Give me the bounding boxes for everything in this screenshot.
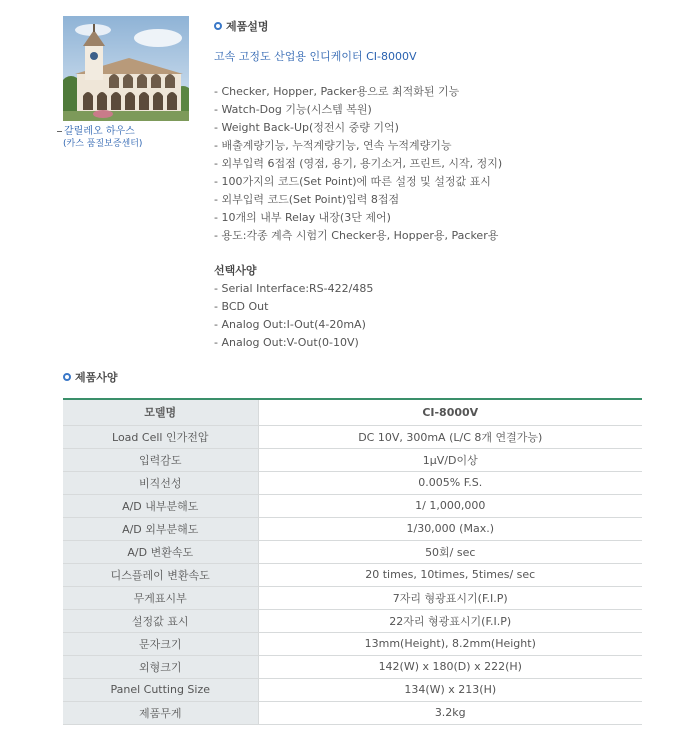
spec-row — [63, 540, 642, 563]
spec-label: 무게표시부 — [63, 586, 258, 609]
spec-label: 문자크기 — [63, 632, 258, 655]
feature-item: - 외부입력 코드(Set Point)입력 8접점 — [214, 193, 400, 206]
spec-label: A/D 외부분해도 — [63, 517, 258, 540]
spec-value: 142(W) x 180(D) x 222(H) — [258, 655, 642, 678]
spec-row — [63, 517, 642, 540]
feature-item: - Weight Back-Up(정전시 중량 기억) — [214, 121, 399, 134]
spec-header-label: 모델명 — [63, 399, 258, 425]
bullet-circle-icon — [214, 22, 222, 30]
spec-label: 설정값 표시 — [63, 609, 258, 632]
spec-label: 외형크기 — [63, 655, 258, 678]
spec-table — [63, 398, 642, 725]
spec-value: 20 times, 10times, 5times/ sec — [258, 563, 642, 586]
spec-label: A/D 변환속도 — [63, 540, 258, 563]
spec-row — [63, 701, 642, 724]
feature-item: - Watch-Dog 기능(시스템 복원) — [214, 103, 372, 116]
feature-item: - 외부입력 6접점 (영점, 용기, 용기소거, 프린트, 시작, 정지) — [214, 157, 503, 170]
building-photo — [63, 16, 189, 121]
spec-row — [63, 425, 642, 448]
photo-caption-sub: (카스 품질보증센터) — [63, 139, 143, 149]
spec-row — [63, 609, 642, 632]
spec-row — [63, 471, 642, 494]
spec-label: 비직선성 — [63, 471, 258, 494]
spec-value: 0.005% F.S. — [258, 471, 642, 494]
spec-row — [63, 563, 642, 586]
spec-header-value: CI-8000V — [258, 399, 642, 425]
spec-label: 입력감도 — [63, 448, 258, 471]
spec-title-text: 제품사양 — [75, 371, 118, 384]
spec-row — [63, 678, 642, 701]
option-item: - Serial Interface:RS-422/485 — [214, 282, 374, 295]
spec-value: 7자리 형광표시기(F.I.P) — [258, 586, 642, 609]
spec-row — [63, 448, 642, 471]
spec-label: 디스플레이 변환속도 — [63, 563, 258, 586]
spec-section-title — [63, 369, 118, 385]
spec-row — [63, 586, 642, 609]
options-list — [214, 280, 373, 352]
spec-row — [63, 655, 642, 678]
spec-value: DC 10V, 300mA (L/C 8개 연결가능) — [258, 425, 642, 448]
product-heading: 고속 고정도 산업용 인디케이터 CI-8000V — [214, 50, 417, 63]
photo-caption-name: 갈릴레오 하우스 — [64, 126, 135, 137]
spec-value: 1μV/D이상 — [258, 448, 642, 471]
feature-item: - 100가지의 코드(Set Point)에 따른 설정 및 설정값 표시 — [214, 175, 491, 188]
spec-label: A/D 내부분해도 — [63, 494, 258, 517]
spec-value: 1/ 1,000,000 — [258, 494, 642, 517]
spec-value: 3.2kg — [258, 701, 642, 724]
spec-value: 50회/ sec — [258, 540, 642, 563]
spec-row — [63, 632, 642, 655]
option-item: - Analog Out:I-Out(4-20mA) — [214, 318, 366, 331]
option-item: - BCD Out — [214, 300, 269, 313]
feature-item: - 10개의 내부 Relay 내장(3단 제어) — [214, 211, 391, 224]
spec-value: 22자리 형광표시기(F.I.P) — [258, 609, 642, 632]
spec-label: Panel Cutting Size — [63, 678, 258, 701]
feature-item: - Checker, Hopper, Packer용으로 최적화된 기능 — [214, 85, 460, 98]
spec-value: 1/30,000 (Max.) — [258, 517, 642, 540]
caption-dash — [57, 131, 62, 132]
spec-label: 제품무게 — [63, 701, 258, 724]
feature-list — [214, 83, 502, 245]
options-title: 선택사양 — [214, 264, 257, 277]
spec-value: 13mm(Height), 8.2mm(Height) — [258, 632, 642, 655]
option-item: - Analog Out:V-Out(0-10V) — [214, 336, 359, 349]
feature-item: - 배출계량기능, 누적계량기능, 연속 누적계량기능 — [214, 139, 452, 152]
bullet-circle-icon — [63, 373, 71, 381]
feature-item: - 용도:각종 계측 시험기 Checker용, Hopper용, Packer용 — [214, 229, 499, 242]
spec-label: Load Cell 인가전압 — [63, 425, 258, 448]
spec-row — [63, 494, 642, 517]
description-section-title — [214, 18, 269, 34]
spec-header-row — [63, 399, 642, 425]
spec-value: 134(W) x 213(H) — [258, 678, 642, 701]
photo-block — [63, 16, 189, 151]
description-title-text: 제품설명 — [226, 20, 269, 33]
